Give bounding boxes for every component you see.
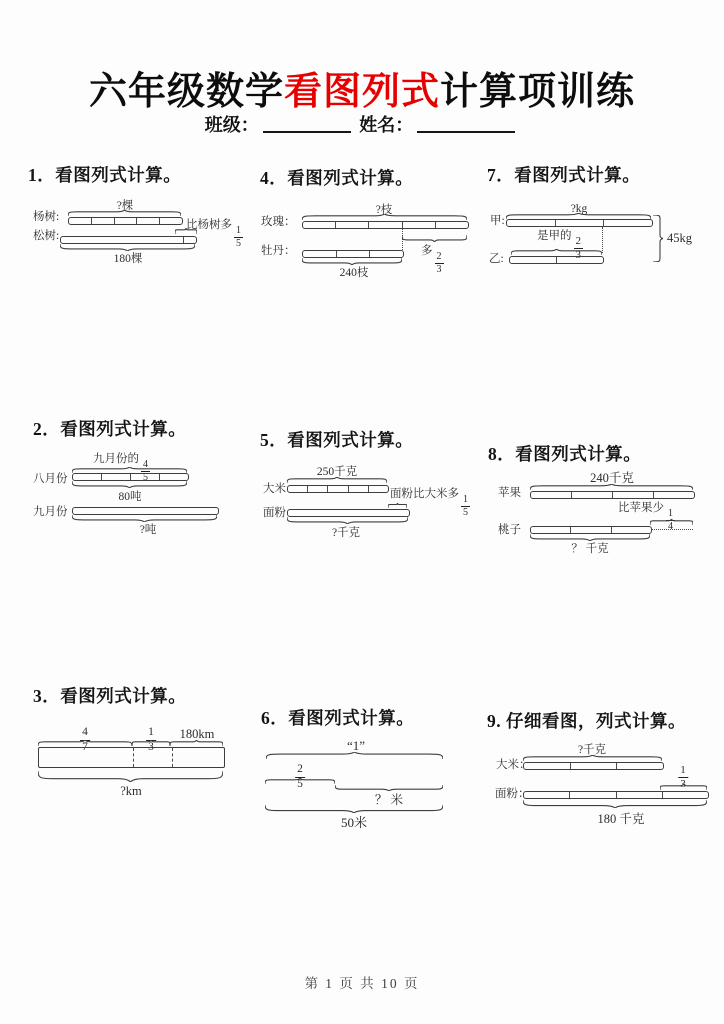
brace-top-icon — [170, 740, 223, 746]
p7-row2-label: 乙: — [489, 253, 504, 265]
p8-row2-bar — [530, 526, 652, 534]
problem-6-header: 6．看图列式计算。 — [261, 708, 415, 728]
brace-bottom-icon — [38, 771, 223, 782]
p8-row1-bar — [530, 491, 695, 499]
brace-top-icon — [523, 755, 662, 761]
problem-5-header: 5．看图列式计算。 — [260, 430, 414, 450]
brace-bottom-icon — [302, 258, 402, 265]
problem-8-diagram — [485, 468, 724, 558]
problem-4-header: 4．看图列式计算。 — [260, 168, 414, 188]
problem-8-header: 8．看图列式计算。 — [488, 444, 642, 464]
p4-right-label: 多 $\frac{2}{3}$ — [421, 245, 442, 275]
page-title — [0, 69, 724, 115]
brace-top-icon — [175, 228, 197, 234]
p1-top-label: ?棵 — [116, 200, 134, 212]
p1-row2-label: 松树: — [33, 230, 60, 242]
brace-top-icon — [287, 477, 387, 483]
problem-9-header: 9. 仔细看图，列式计算。 — [487, 711, 686, 731]
p9-top-label: ?千克 — [577, 744, 607, 756]
brace-top-icon — [38, 740, 132, 746]
problem-3-header: 3．看图列式计算。 — [33, 686, 187, 706]
p6-right-label: ？ 米 — [374, 793, 404, 807]
title-suffix: 计算项训练 — [440, 71, 636, 114]
brace-top-icon — [660, 784, 707, 790]
p8-row2-label: 桃子 — [498, 524, 521, 536]
name-label: 姓名： — [359, 115, 414, 135]
problem-6-diagram — [258, 738, 473, 833]
brace-bottom-icon — [72, 515, 217, 522]
p4-top-label: ?枝 — [375, 204, 393, 216]
p7-right-label: 45kg — [667, 231, 692, 245]
p7-row2-bar — [509, 256, 604, 264]
p3-seg2-label: $\frac{1}{3}$ — [148, 726, 154, 753]
p9-row2-label: 面粉： — [495, 788, 530, 800]
p2-bottom-label: ?吨 — [139, 524, 157, 536]
brace-top-icon — [68, 210, 181, 216]
problem-4-diagram — [258, 198, 473, 283]
p4-row2-bar — [302, 250, 404, 258]
p5-right-label: 面粉比大米多 $\frac{1}{5}$ — [390, 488, 468, 518]
p9-bottom-label: 180 千克 — [597, 812, 645, 826]
p5-bottom-label: ?千克 — [331, 527, 361, 539]
p5-row2-label: 面粉 — [263, 507, 286, 519]
brace-bottom-icon — [402, 235, 467, 242]
problem-9-diagram — [485, 743, 724, 833]
p2-mid-label: 80吨 — [118, 491, 142, 503]
brace-bottom-icon — [287, 517, 408, 524]
p1-row1-label: 杨树: — [33, 211, 60, 223]
brace-top-icon — [132, 740, 170, 746]
brace-top-icon — [265, 778, 335, 784]
p8-bottom-label: ？ 千克 — [571, 543, 609, 555]
problem-3-diagram — [20, 718, 245, 803]
p3-seg3-label: 180km — [179, 727, 215, 741]
brace-top-icon — [530, 484, 693, 490]
p4-row1-bar — [302, 221, 469, 229]
p7-row1-bar — [506, 219, 653, 227]
problem-5-diagram — [258, 462, 476, 542]
problem-7-diagram — [485, 200, 724, 275]
p8-row1-label: 苹果 — [498, 487, 521, 499]
class-label: 班级： — [204, 115, 259, 135]
p8-top-label: 240千克 — [590, 471, 634, 485]
p2-row1-label: 八月份 — [33, 473, 68, 485]
brace-top-icon — [650, 519, 693, 525]
p5-row1-label: 大米 — [263, 483, 286, 495]
p5-row2-bar — [287, 509, 410, 517]
problem-2-diagram — [20, 450, 250, 540]
p1-bottom-label: 180棵 — [113, 253, 143, 265]
problem-1-header: 1．看图列式计算。 — [28, 165, 182, 185]
brace-bottom-icon — [60, 244, 195, 251]
p2-row2-bar — [72, 507, 219, 515]
p7-mid-label: 是甲的 $\frac{2}{3}$ — [537, 230, 581, 261]
p4-bottom-label: 240枝 — [339, 267, 369, 279]
p9-row1-bar — [523, 762, 664, 770]
p9-row2-bar — [523, 791, 709, 799]
dotted-line — [651, 529, 693, 530]
brace-bottom-icon — [335, 785, 443, 791]
dotted-line — [602, 227, 603, 253]
p3-bar — [38, 747, 225, 768]
p3-seg1-label: $\frac{4}{7}$ — [82, 726, 88, 753]
p8-right-label: 比苹果少 $\frac{1}{4}$ — [618, 502, 673, 532]
p7-row1-label: 甲: — [490, 215, 505, 227]
p6-bottom-label: 50米 — [340, 815, 368, 830]
problem-2-header: 2．看图列式计算。 — [33, 419, 187, 439]
page-number: 第 1 页 共 10 页 — [304, 976, 420, 991]
brace-bottom-icon — [72, 481, 187, 488]
p1-row2-bar — [60, 236, 197, 244]
p4-row1-label: 玫瑰： — [261, 216, 296, 228]
p7-top-label: ?kg — [570, 203, 588, 215]
title-highlight: 看图列式 — [283, 71, 440, 114]
brace-bottom-icon — [530, 534, 650, 541]
name-blank-field — [417, 116, 515, 133]
brace-bottom-icon — [265, 805, 443, 813]
p6-left-label: $\frac{2}{5}$ — [297, 763, 303, 790]
class-name-line — [0, 111, 724, 137]
p1-right-label: 比杨树多 $\frac{1}{5}$ — [186, 219, 241, 249]
p2-row1-bar — [72, 473, 189, 481]
brace-bottom-icon — [523, 800, 707, 808]
p1-row1-bar — [68, 217, 183, 225]
brace-top-icon — [302, 214, 467, 220]
p5-row1-bar — [287, 485, 389, 493]
title-prefix: 六年级数学 — [88, 71, 284, 114]
brace-top-icon — [511, 249, 602, 255]
brace-right-icon — [653, 215, 663, 262]
p9-small-label: $\frac{1}{3}$ — [680, 763, 686, 790]
problem-1-diagram — [20, 196, 255, 271]
problem-7-header: 7．看图列式计算。 — [487, 165, 641, 185]
p3-bottom-label: ?km — [120, 784, 142, 798]
p2-top-label: 九月份的 $\frac{4}{5}$ — [93, 453, 148, 483]
p6-top-label: “1” — [346, 738, 366, 753]
p2-row2-label: 九月份 — [33, 506, 68, 518]
p9-row1-label: 大米： — [496, 759, 531, 771]
class-blank-field — [263, 116, 351, 133]
p5-top-label: 250千克 — [316, 466, 358, 478]
brace-top-icon — [388, 503, 407, 508]
p4-row2-label: 牡丹： — [261, 245, 296, 257]
